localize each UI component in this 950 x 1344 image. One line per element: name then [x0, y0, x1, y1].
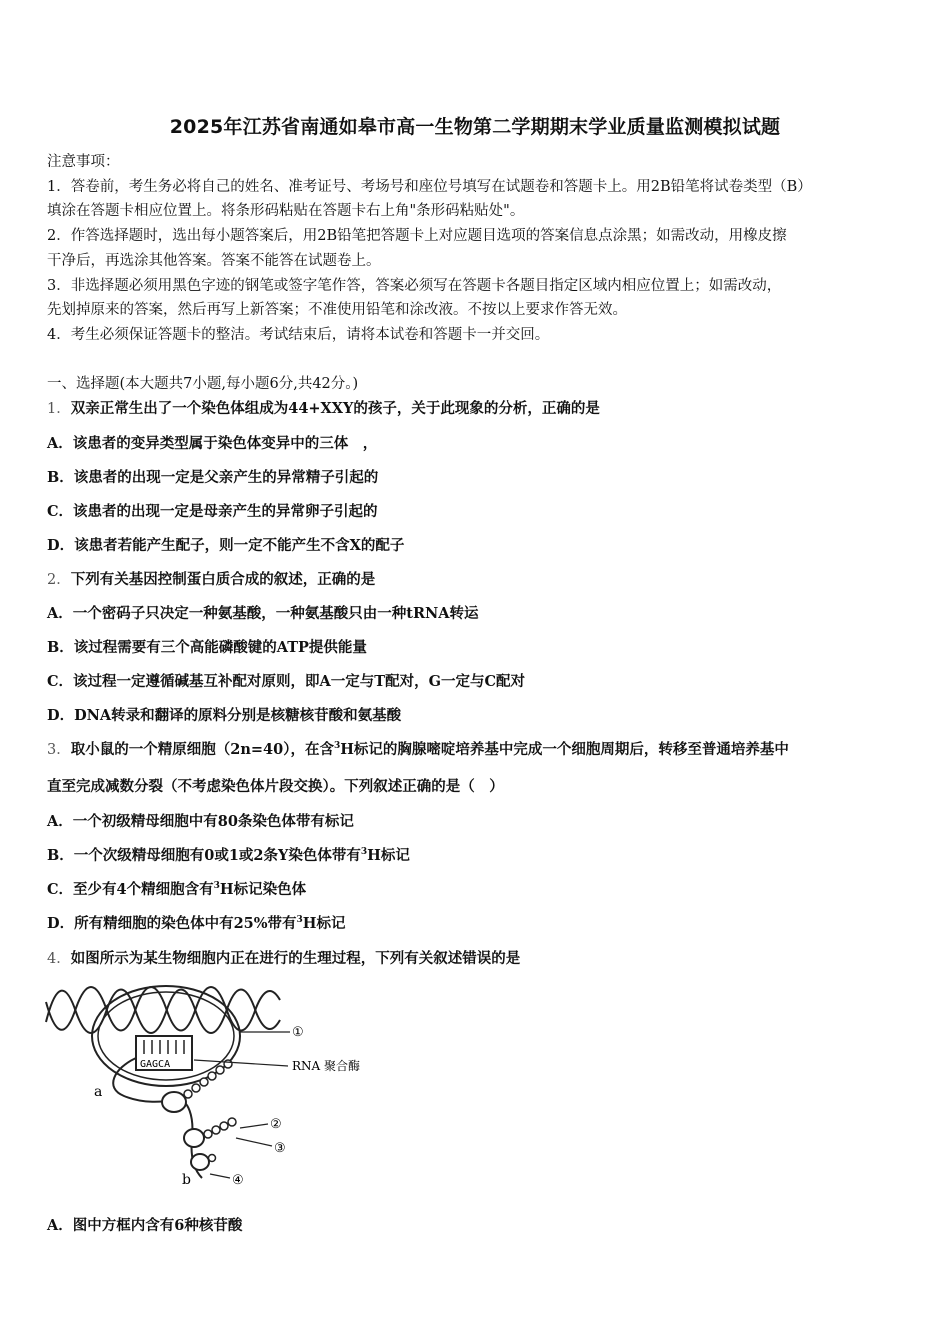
- question-1-option-c: C．该患者的出现一定是母亲产生的异常卵子引起的: [47, 503, 378, 520]
- question-1-option-b: B．该患者的出现一定是父亲产生的异常精子引起的: [47, 469, 379, 486]
- question-2-option-c: C．该过程一定遵循碱基互补配对原则，即A一定与T配对，G一定与C配对: [47, 673, 526, 690]
- mrna-strand: [113, 1058, 202, 1178]
- question-2-option-a: A．一个密码子只决定一种氨基酸，一种氨基酸只由一种tRNA转运: [47, 605, 479, 622]
- question-4-stem: [47, 949, 907, 969]
- superscript-3: 3: [333, 741, 341, 752]
- option-text: B．一个次级精母细胞有0或1或2条Y染色体带有: [47, 847, 361, 864]
- label-2: ②: [270, 1117, 282, 1132]
- label-a: a: [94, 1084, 103, 1100]
- label-b: b: [182, 1172, 191, 1188]
- label-3: ③: [274, 1141, 286, 1156]
- question-1-option-a: A．该患者的变异类型属于染色体变异中的三体 ，: [47, 435, 378, 452]
- notice-line-7: 4．考生必须保证答题卡的整洁。考试结束后，请将本试卷和答题卡一并交回。: [47, 327, 550, 343]
- question-3-stem: [47, 740, 907, 760]
- notice-heading: 注意事项：: [47, 154, 120, 170]
- ribosome-2: [184, 1129, 204, 1147]
- question-text-part-2: H标记的胸腺嘧啶培养基中完成一个细胞周期后，转移至普通培养基中: [340, 741, 789, 758]
- superscript-3: 3: [360, 847, 368, 858]
- question-3-option-a: A．一个初级精母细胞中有80条染色体带有标记: [47, 813, 354, 830]
- notice-line-5: 3．非选择题必须用黑色字迹的钢笔或签字笔作答，答案必须写在答题卡各题目指定区域内相应位置上；如需改动，: [47, 278, 782, 294]
- question-3-option-c: [47, 880, 907, 900]
- box-sequence-text: GAGCA: [140, 1059, 171, 1070]
- transcription-translation-figure: [44, 978, 394, 1196]
- question-number: 1．: [47, 401, 71, 417]
- question-1-option-d: D．该患者若能产生配子，则一定不能产生不含X的配子: [47, 537, 405, 554]
- question-text: 下列有关基因控制蛋白质合成的叙述，正确的是: [70, 571, 376, 588]
- notice-line-6: 先划掉原来的答案，然后再写上新答案；不准使用铅笔和涂改液。不按以上要求作答无效。: [47, 302, 627, 318]
- question-number: 4．: [47, 951, 71, 967]
- question-2-option-b: B．该过程需要有三个高能磷酸键的ATP提供能量: [47, 639, 367, 656]
- option-text: D．所有精细胞的染色体中有25%带有: [47, 915, 297, 932]
- option-text: C．至少有4个精细胞含有: [47, 881, 214, 898]
- question-3-stem-line-2: 直至完成减数分裂（不考虑染色体片段交换）。下列叙述正确的是（ ）: [47, 778, 504, 795]
- question-1-stem: [47, 399, 907, 419]
- notice-line-3: 2．作答选择题时，选出每小题答案后，用2B铅笔把答题卡上对应题目选项的答案信息点涂黑；如需改动，用橡皮擦: [47, 228, 787, 244]
- question-text: 如图所示为某生物细胞内正在进行的生理过程，下列有关叙述错误的是: [70, 950, 521, 967]
- question-2-option-d: D．DNA转录和翻译的原料分别是核糖核苷酸和氨基酸: [47, 707, 402, 724]
- ribosome-3: [191, 1154, 209, 1170]
- option-text-end: H标记: [367, 847, 410, 864]
- option-text-end: H标记: [302, 915, 346, 932]
- option-text-end: H标记染色体: [219, 881, 307, 898]
- notice-line-1: 1．答卷前，考生务必将自己的姓名、准考证号、考场号和座位号填写在试题卷和答题卡上。用2B铅笔将试卷类型（B）: [47, 179, 812, 195]
- question-number: 3．: [47, 742, 71, 758]
- label-rna-polymerase: RNA 聚合酶: [292, 1059, 361, 1073]
- question-3-option-b: [47, 846, 907, 866]
- question-text-part-1: 取小鼠的一个精原细胞（2n=40），在含: [70, 741, 334, 758]
- label-1: ①: [292, 1025, 304, 1040]
- section-heading: 一、选择题(本大题共7小题,每小题6分,共42分。): [47, 376, 359, 392]
- question-3-option-d: [47, 914, 907, 934]
- question-4-option-a: A．图中方框内含有6种核苷酸: [47, 1217, 243, 1234]
- notice-line-4: 干净后，再选涂其他答案。答案不能答在试题卷上。: [47, 253, 381, 269]
- superscript-3: 3: [296, 915, 303, 926]
- ribosome-1: [162, 1092, 186, 1112]
- label-4: ④: [232, 1173, 244, 1188]
- superscript-3: 3: [213, 881, 220, 892]
- question-number: 2．: [47, 572, 71, 588]
- question-2-stem: [47, 570, 907, 590]
- page-title: 2025年江苏省南通如皋市高一生物第二学期期末学业质量监测模拟试题: [169, 116, 781, 138]
- notice-line-2: 填涂在答题卡相应位置上。将条形码粘贴在答题卡右上角"条形码粘贴处"。: [47, 203, 525, 219]
- question-text: 双亲正常生出了一个染色体组成为44+XXY的孩子，关于此现象的分析，正确的是: [70, 400, 600, 417]
